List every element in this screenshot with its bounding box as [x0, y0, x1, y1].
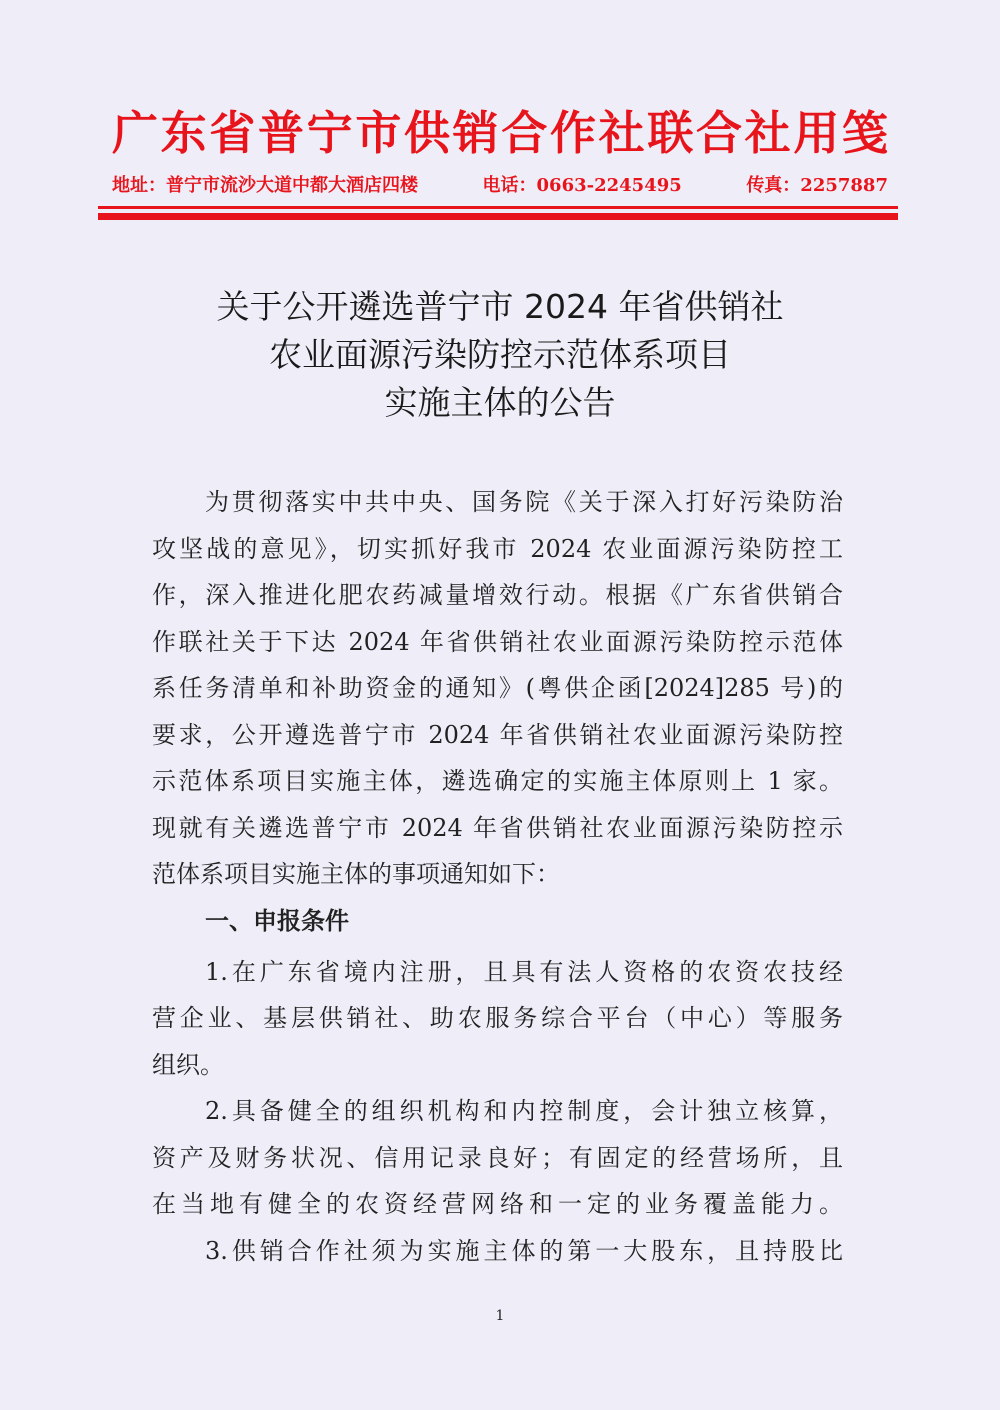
- title-line: 农业面源污染防控示范体系项目: [269, 335, 731, 374]
- item2-line: 在当地有健全的农资经营网络和一定的业务覆盖能力。: [152, 1190, 843, 1218]
- letterhead-title: [112, 104, 888, 164]
- letterhead-rule-thin: [98, 206, 898, 209]
- letterhead-phone: 电话：0663-2245495: [482, 175, 682, 196]
- item1-line: 组织。: [152, 1050, 224, 1079]
- section-heading: 一、申报条件: [205, 906, 349, 935]
- intro-line: 作，深入推进化肥农药减量增效行动。根据《广东省供销合: [152, 581, 843, 609]
- letterhead-title-text: 广东省普宁市供销合作社联合社用笺: [112, 108, 888, 159]
- item1-line: 营企业、基层供销社、助农服务综合平台（中心）等服务: [152, 1004, 843, 1032]
- document-title: [0, 283, 1000, 427]
- intro-line: 现就有关遴选普宁市 2024 年省供销社农业面源污染防控示: [152, 813, 843, 842]
- item1-line: 1.在广东省境内注册，且具有法人资格的农资农技经: [205, 957, 843, 986]
- intro-line: 范体系项目实施主体的事项通知如下：: [152, 860, 560, 888]
- intro-line: 要求，公开遵选普宁市 2024 年省供销社农业面源污染防控: [152, 720, 843, 749]
- intro-line: 示范体系项目实施主体，遴选确定的实施主体原则上 1 家。: [152, 767, 843, 795]
- letterhead-address: 地址：普宁市流沙大道中都大酒店四楼: [112, 175, 418, 196]
- letterhead-rule-thick: [98, 213, 898, 220]
- letterhead-fax: 传真：2257887: [746, 175, 888, 196]
- letterhead-contact: [112, 174, 888, 198]
- intro-line: 系任务清单和补助资金的通知》(粤供企函[2024]285 号)的: [152, 674, 843, 702]
- item2-line: 资产及财务状况、信用记录良好；有固定的经营场所，且: [152, 1143, 843, 1172]
- title-line: 实施主体的公告: [384, 383, 616, 422]
- intro-line: 为贯彻落实中共中央、国务院《关于深入打好污染防治: [205, 488, 843, 516]
- item3-line: 3.供销合作社须为实施主体的第一大股东，且持股比: [205, 1236, 843, 1265]
- page-number: 1: [495, 1308, 505, 1324]
- document-body: [152, 482, 843, 1277]
- title-line: 关于公开遴选普宁市 2024 年省供销社: [216, 287, 784, 326]
- item2-line: 2.具备健全的组织机构和内控制度，会计独立核算，: [205, 1097, 843, 1125]
- intro-line: 攻坚战的意见》，切实抓好我市 2024 农业面源污染防控工: [152, 534, 843, 563]
- intro-line: 作联社关于下达 2024 年省供销社农业面源污染防控示范体: [152, 627, 843, 656]
